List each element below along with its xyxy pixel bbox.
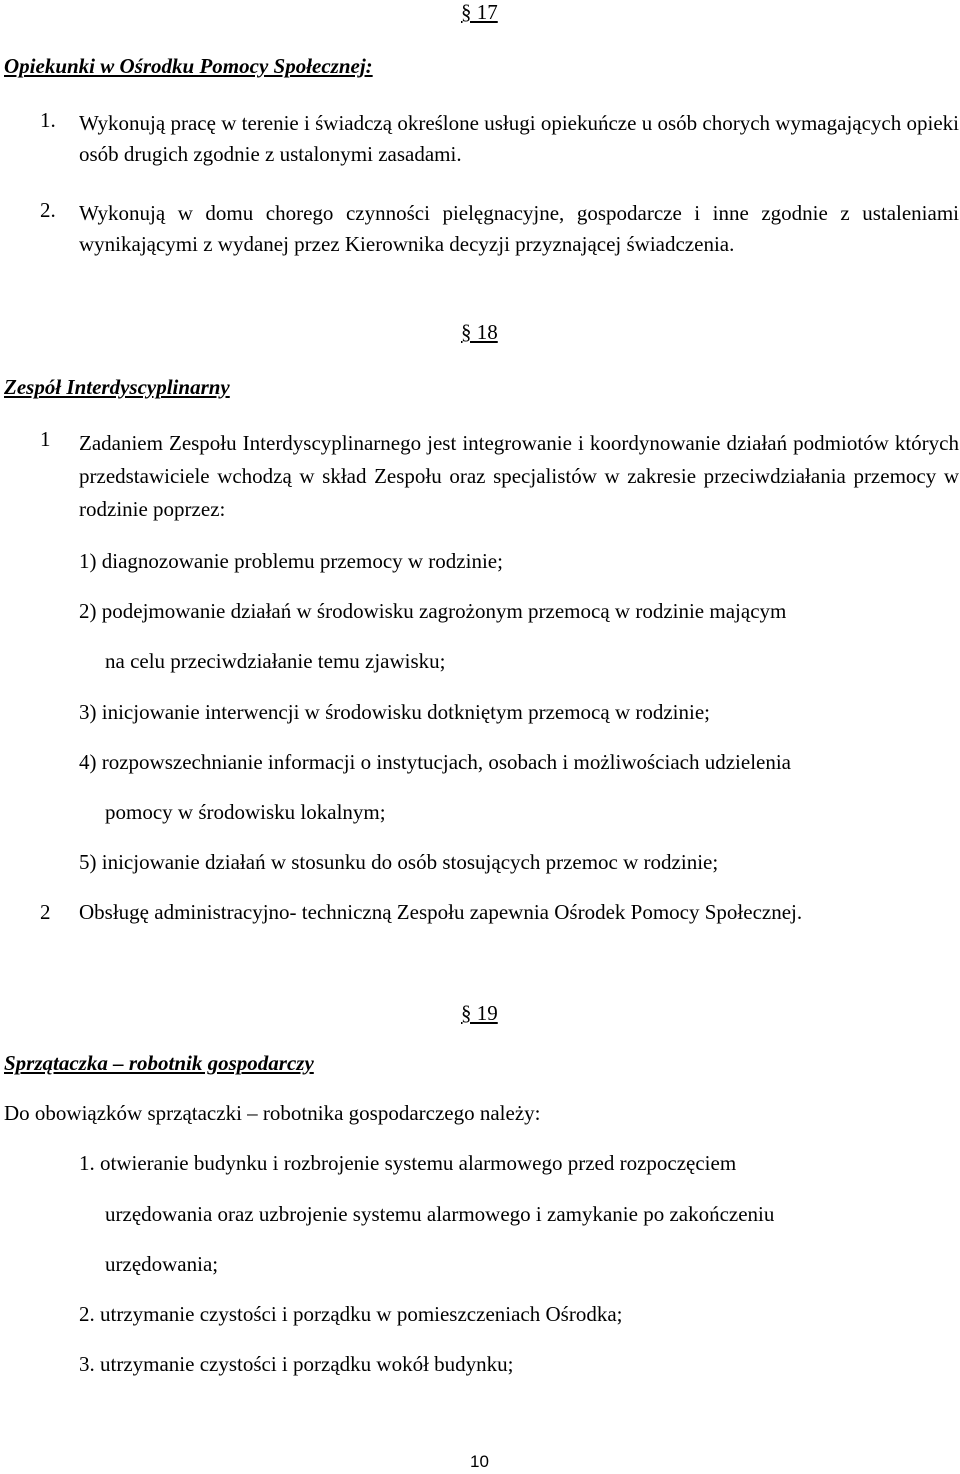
section-19-duty-3: 3. utrzymanie czystości i porządku wokół budynku; [79,1352,514,1376]
section-19-intro: Do obowiązków sprzątaczki – robotnika gospodarczego należy: [4,1101,541,1125]
section-18-subitem-1: 1) diagnozowanie problemu przemocy w rodzinie; [79,549,503,573]
section-18-item-2-marker: 2 [40,900,51,924]
page-number: 10 [470,1452,489,1471]
section-18-item-2-text: Obsługę administracyjno- techniczną Zespołu zapewnia Ośrodek Pomocy Społecznej. [79,900,803,924]
section-18-item-1-text: Zadaniem Zespołu Interdyscyplinarnego jest integrowanie i koordynowanie działań podmiotów których przedstawiciele wchodzą w skład Zespołu oraz specjalistów w zakresie przeciwdziałania przemocy w rodzinie poprzez: [79,431,959,521]
section-18-item-1-marker: 1 [40,427,51,451]
section-19-duty-1-continued: urzędowania oraz uzbrojenie systemu alarmowego i zamykanie po zakończeniu [105,1202,775,1226]
section-19-number: § 19 [461,1001,498,1025]
section-18-subitem-2-continued: na celu przeciwdziałanie temu zjawisku; [105,649,446,673]
section-18-subitem-2: 2) podejmowanie działań w środowisku zagrożonym przemocą w rodzinie mającym [79,599,787,623]
section-18-subitem-5: 5) inicjowanie działań w stosunku do osób stosujących przemoc w rodzinie; [79,850,719,874]
section-17-item-1-marker: 1. [40,108,56,132]
section-19-duty-2: 2. utrzymanie czystości i porządku w pomieszczeniach Ośrodka; [79,1302,623,1326]
section-17-item-2-marker: 2. [40,198,56,222]
section-17-number: § 17 [461,0,498,24]
section-18-subitem-4-continued: pomocy w środowisku lokalnym; [105,800,386,824]
section-19-duty-1-continued-2: urzędowania; [105,1252,219,1276]
section-17-item-1-text: Wykonują pracę w terenie i świadczą określone usługi opiekuńcze u osób chorych wymagających opieki osób drugich zgodnie z ustalonymi zasadami. [79,111,959,166]
section-19-duty-1: 1. otwieranie budynku i rozbrojenie systemu alarmowego przed rozpoczęciem [79,1151,737,1175]
section-18-heading: Zespół Interdyscyplinarny [4,375,230,399]
section-19-heading: Sprzątaczka – robotnik gospodarczy [4,1051,314,1075]
section-18-number: § 18 [461,320,498,344]
section-18-subitem-4: 4) rozpowszechnianie informacji o instytucjach, osobach i możliwościach udzielenia [79,750,792,774]
section-17-heading: Opiekunki w Ośrodku Pomocy Społecznej: [4,54,373,78]
section-17-item-2-text: Wykonują w domu chorego czynności pielęgnacyjne, gospodarcze i inne zgodnie z ustaleniami wynikającymi z wydanej przez Kierownika decyzji przyznającej świadczenia. [79,201,959,256]
section-18-subitem-3: 3) inicjowanie interwencji w środowisku dotkniętym przemocą w rodzinie; [79,700,710,724]
